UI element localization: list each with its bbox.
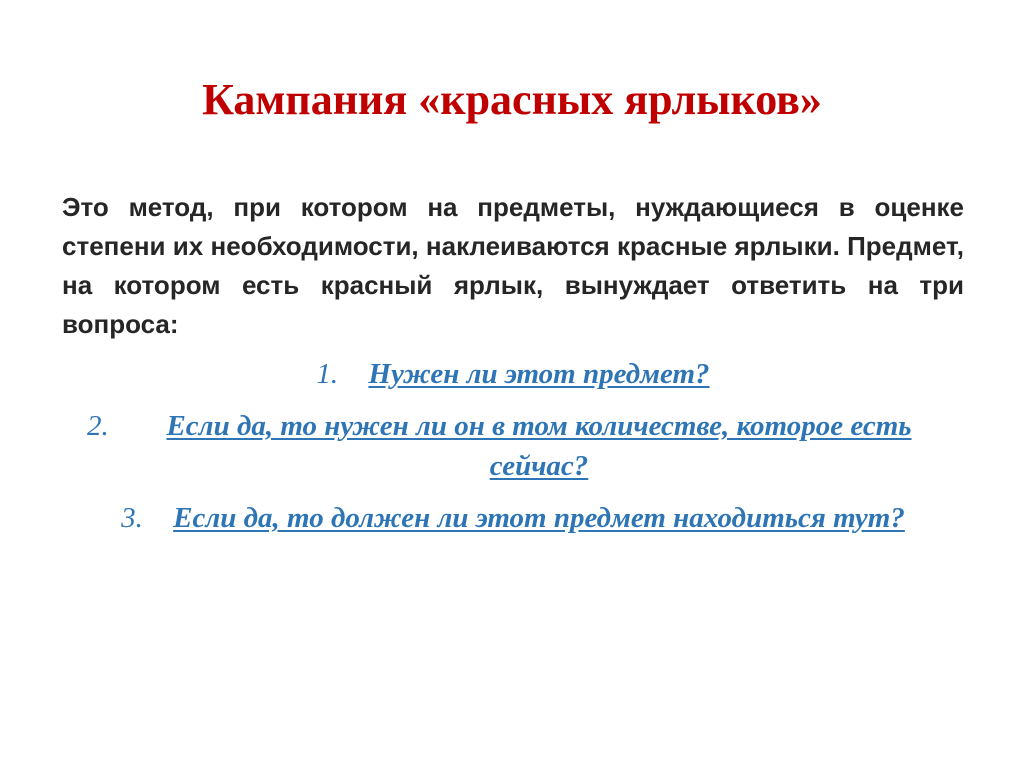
question-item-2 xyxy=(62,406,964,486)
question-number: 1. xyxy=(316,358,339,390)
question-link-1[interactable]: Нужен ли этот предмет? xyxy=(368,358,710,390)
question-number: 2. xyxy=(87,410,109,442)
question-item-3 xyxy=(62,498,964,538)
question-item-1 xyxy=(62,354,964,394)
body-paragraph: Это метод, при котором на предметы, нуждающиеся в оценке степени их необходимости, наклеиваются красные ярлыки. Предмет, на котором есть красный ярлык, вынуждает ответить на три вопроса: xyxy=(62,192,964,339)
slide-title: Кампания «красных ярлыков» xyxy=(202,75,822,124)
question-link-3[interactable]: Если да, то должен ли этот предмет находиться тут? xyxy=(173,502,905,534)
question-number: 3. xyxy=(121,502,143,534)
question-link-2[interactable]: Если да, то нужен ли он в том количестве, которое есть сейчас? xyxy=(166,410,912,482)
questions-list xyxy=(62,354,964,550)
